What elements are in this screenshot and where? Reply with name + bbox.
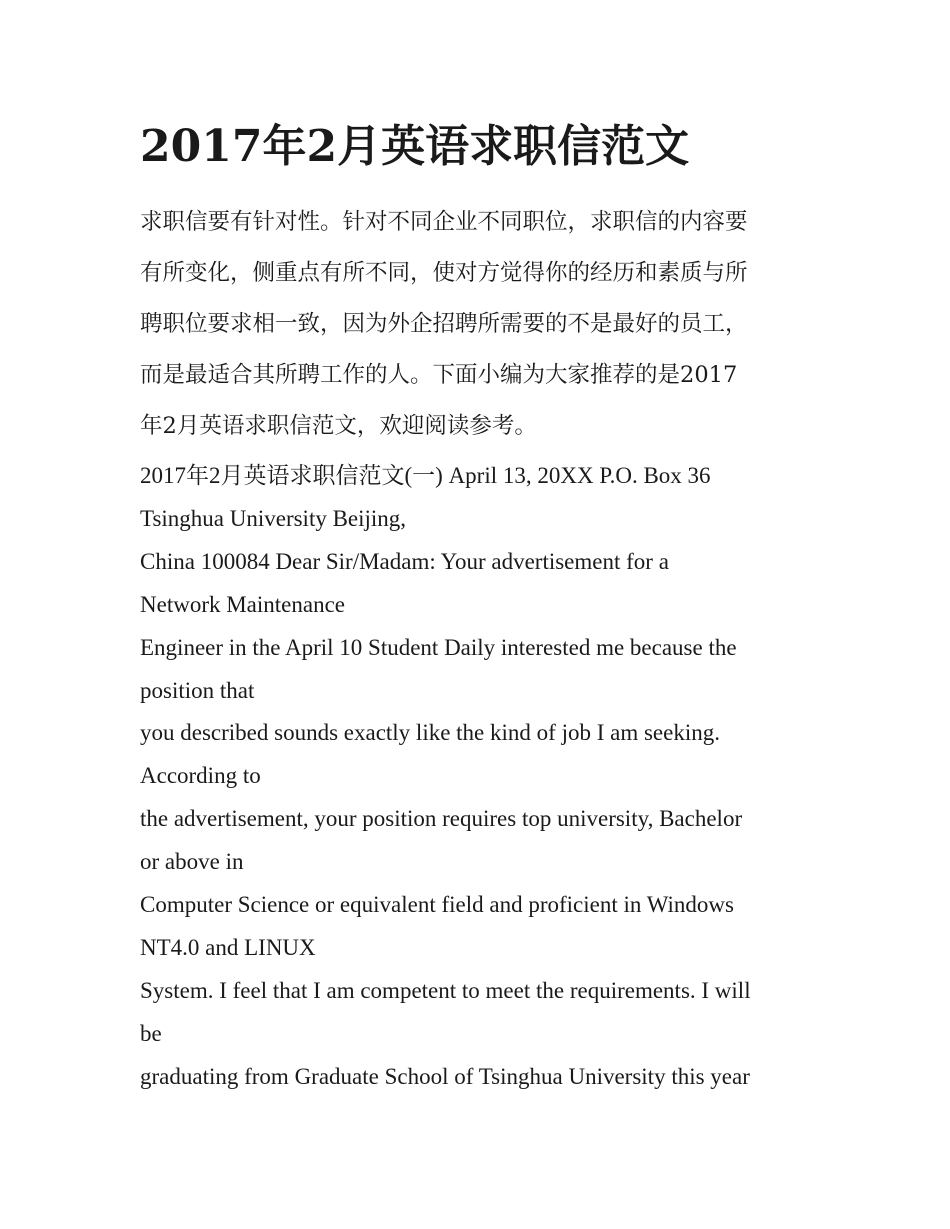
letter-line: Tsinghua University Beijing,: [140, 505, 407, 531]
letter-line: be: [140, 1020, 162, 1046]
intro-line: 求职信要有针对性。针对不同企业不同职位，求职信的内容要: [140, 209, 748, 235]
intro-line: 年2月英语求职信范文，欢迎阅读参考。: [140, 413, 537, 439]
letter-line: Engineer in the April 10 Student Daily interested me because the: [140, 634, 737, 660]
intro-line: 而是最适合其所聘工作的人。下面小编为大家推荐的是2017: [140, 362, 738, 388]
intro-line: 聘职位要求相一致，因为外企招聘所需要的不是最好的员工，: [140, 311, 748, 337]
letter-line: graduating from Graduate School of Tsinghua University this year: [140, 1063, 750, 1089]
letter-body: [140, 455, 820, 1099]
letter-line: or above in: [140, 849, 244, 875]
letter-line: 2017年2月英语求职信范文(一) April 13, 20XX P.O. Box 36: [140, 463, 711, 488]
letter-line: the advertisement, your position requires top university, Bachelor: [140, 806, 743, 832]
letter-line: you described sounds exactly like the kind of job I am seeking.: [140, 720, 720, 746]
intro-paragraph: [140, 197, 820, 452]
letter-line: Network Maintenance: [140, 591, 346, 617]
letter-line: NT4.0 and LINUX: [140, 934, 316, 960]
letter-line: China 100084 Dear Sir/Madam: Your advertisement for a: [140, 548, 669, 574]
letter-line: System. I feel that I am competent to meet the requirements. I will: [140, 977, 751, 1003]
letter-line: position that: [140, 677, 255, 703]
letter-line: Computer Science or equivalent field and proficient in Windows: [140, 892, 734, 918]
document-title: 2017年2月英语求职信范文: [140, 121, 690, 172]
letter-line: According to: [140, 763, 261, 789]
intro-line: 有所变化，侧重点有所不同，使对方觉得你的经历和素质与所: [140, 260, 748, 286]
